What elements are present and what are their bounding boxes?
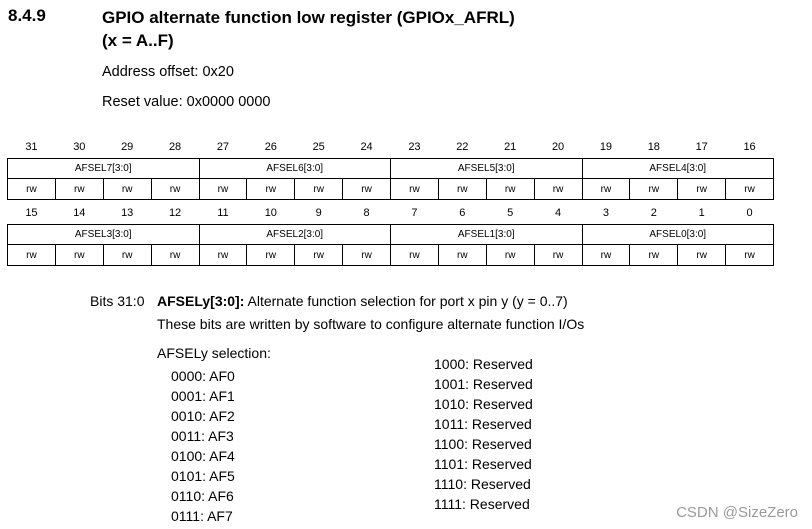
field-cell: AFSEL2[3:0] — [199, 225, 391, 245]
access-cell: rw — [343, 245, 391, 266]
access-cell: rw — [438, 245, 486, 266]
bit-number: 17 — [695, 140, 708, 153]
field-cell: AFSEL4[3:0] — [582, 159, 774, 179]
access-cell: rw — [295, 245, 343, 266]
bit-number: 5 — [507, 206, 514, 219]
bit-number: 10 — [264, 206, 277, 219]
access-row — [8, 245, 774, 266]
field-cell: AFSEL6[3:0] — [199, 159, 391, 179]
access-cell: rw — [534, 245, 582, 266]
access-row — [8, 179, 774, 200]
field-summary: Alternate function selection for port x pin y (y = 0..7) — [244, 293, 568, 309]
access-cell: rw — [391, 245, 439, 266]
bit-number: 6 — [459, 206, 466, 219]
address-offset: Address offset: 0x20 — [102, 64, 234, 80]
access-cell: rw — [726, 179, 774, 200]
access-cell: rw — [534, 179, 582, 200]
encoding-item: 1000: Reserved — [434, 356, 533, 372]
field-cell: AFSEL7[3:0] — [8, 159, 200, 179]
access-cell: rw — [486, 179, 534, 200]
bit-number: 19 — [599, 140, 613, 153]
register-lower-table — [7, 201, 774, 266]
bit-number: 2 — [650, 206, 657, 219]
access-cell: rw — [486, 245, 534, 266]
encoding-item: 1111: Reserved — [434, 496, 530, 512]
bit-number: 22 — [456, 140, 469, 153]
bit-number: 28 — [168, 140, 182, 153]
access-cell: rw — [55, 245, 103, 266]
encoding-item: 1110: Reserved — [434, 476, 531, 492]
encoding-item: 1010: Reserved — [434, 396, 533, 412]
access-cell: rw — [295, 179, 343, 200]
bit-number: 30 — [73, 140, 86, 153]
access-cell: rw — [582, 179, 630, 200]
access-cell: rw — [630, 245, 678, 266]
field-row — [8, 159, 774, 179]
selection-title: AFSELy selection: — [157, 345, 271, 361]
encoding-item: 0010: AF2 — [171, 408, 235, 424]
access-cell: rw — [438, 179, 486, 200]
bit-number: 18 — [647, 140, 660, 153]
access-cell: rw — [678, 179, 726, 200]
bit-number: 8 — [363, 206, 370, 219]
field-cell: AFSEL0[3:0] — [582, 225, 774, 245]
access-cell: rw — [247, 179, 295, 200]
bit-number: 3 — [602, 206, 609, 219]
access-cell: rw — [8, 179, 56, 200]
section-title-line2: (x = A..F) — [102, 31, 174, 50]
bit-number: 14 — [73, 206, 86, 219]
encoding-list-left — [171, 366, 235, 526]
field-row — [8, 225, 774, 245]
encoding-item: 0100: AF4 — [171, 448, 235, 464]
access-cell: rw — [103, 245, 151, 266]
bit-number: 1 — [698, 206, 705, 219]
access-cell: rw — [582, 245, 630, 266]
access-cell: rw — [199, 245, 247, 266]
encoding-item: 0101: AF5 — [171, 468, 235, 484]
bit-number: 13 — [121, 206, 134, 219]
encoding-item: 1011: Reserved — [434, 416, 532, 432]
section-title-line1: GPIO alternate function low register (GPIOx_AFRL) — [102, 8, 515, 27]
section-number: 8.4.9 — [8, 6, 46, 25]
access-cell: rw — [678, 245, 726, 266]
bit-number: 23 — [408, 140, 421, 153]
bit-number: 16 — [743, 140, 756, 153]
bit-number: 7 — [411, 206, 418, 219]
bit-number: 27 — [216, 140, 230, 153]
encoding-item: 0111: AF7 — [171, 508, 233, 524]
bit-number-row — [8, 201, 774, 225]
field-cell: AFSEL3[3:0] — [8, 225, 200, 245]
access-cell: rw — [726, 245, 774, 266]
encoding-item: 0011: AF3 — [171, 428, 234, 444]
field-description — [157, 293, 568, 309]
bit-number: 9 — [315, 206, 322, 219]
bit-number: 24 — [360, 140, 373, 153]
access-cell: rw — [391, 179, 439, 200]
bits-range-label: Bits 31:0 — [90, 293, 145, 309]
encoding-list-right — [434, 354, 533, 514]
bit-number: 11 — [217, 206, 229, 219]
encoding-item: 0000: AF0 — [171, 368, 235, 384]
access-cell: rw — [151, 179, 199, 200]
access-cell: rw — [151, 245, 199, 266]
field-cell: AFSEL1[3:0] — [391, 225, 583, 245]
encoding-item: 1101: Reserved — [434, 456, 532, 472]
section-title — [102, 6, 515, 52]
access-cell: rw — [630, 179, 678, 200]
access-cell: rw — [103, 179, 151, 200]
bit-number: 0 — [746, 206, 753, 219]
register-upper-table — [7, 135, 774, 200]
bit-number: 12 — [168, 206, 182, 219]
encoding-item: 1100: Reserved — [434, 436, 532, 452]
bit-number: 15 — [25, 206, 38, 219]
bit-number: 31 — [25, 140, 38, 153]
reset-value: Reset value: 0x0000 0000 — [102, 94, 271, 110]
field-note: These bits are written by software to configure alternate function I/Os — [157, 316, 585, 332]
bit-number: 20 — [551, 140, 565, 153]
access-cell: rw — [8, 245, 56, 266]
encoding-item: 0001: AF1 — [171, 388, 235, 404]
field-cell: AFSEL5[3:0] — [391, 159, 583, 179]
encoding-item: 1001: Reserved — [434, 376, 533, 392]
encoding-item: 0110: AF6 — [171, 488, 234, 504]
access-cell: rw — [199, 179, 247, 200]
bit-number: 26 — [264, 140, 277, 153]
access-cell: rw — [55, 179, 103, 200]
bit-number: 25 — [312, 140, 325, 153]
field-name: AFSELy[3:0]: — [157, 293, 245, 309]
bit-number: 4 — [555, 206, 562, 219]
bit-number: 21 — [504, 140, 517, 153]
watermark: CSDN @SizeZero — [676, 504, 798, 521]
access-cell: rw — [343, 179, 391, 200]
bit-number: 29 — [121, 140, 134, 153]
bit-number-row — [8, 135, 774, 159]
access-cell: rw — [247, 245, 295, 266]
